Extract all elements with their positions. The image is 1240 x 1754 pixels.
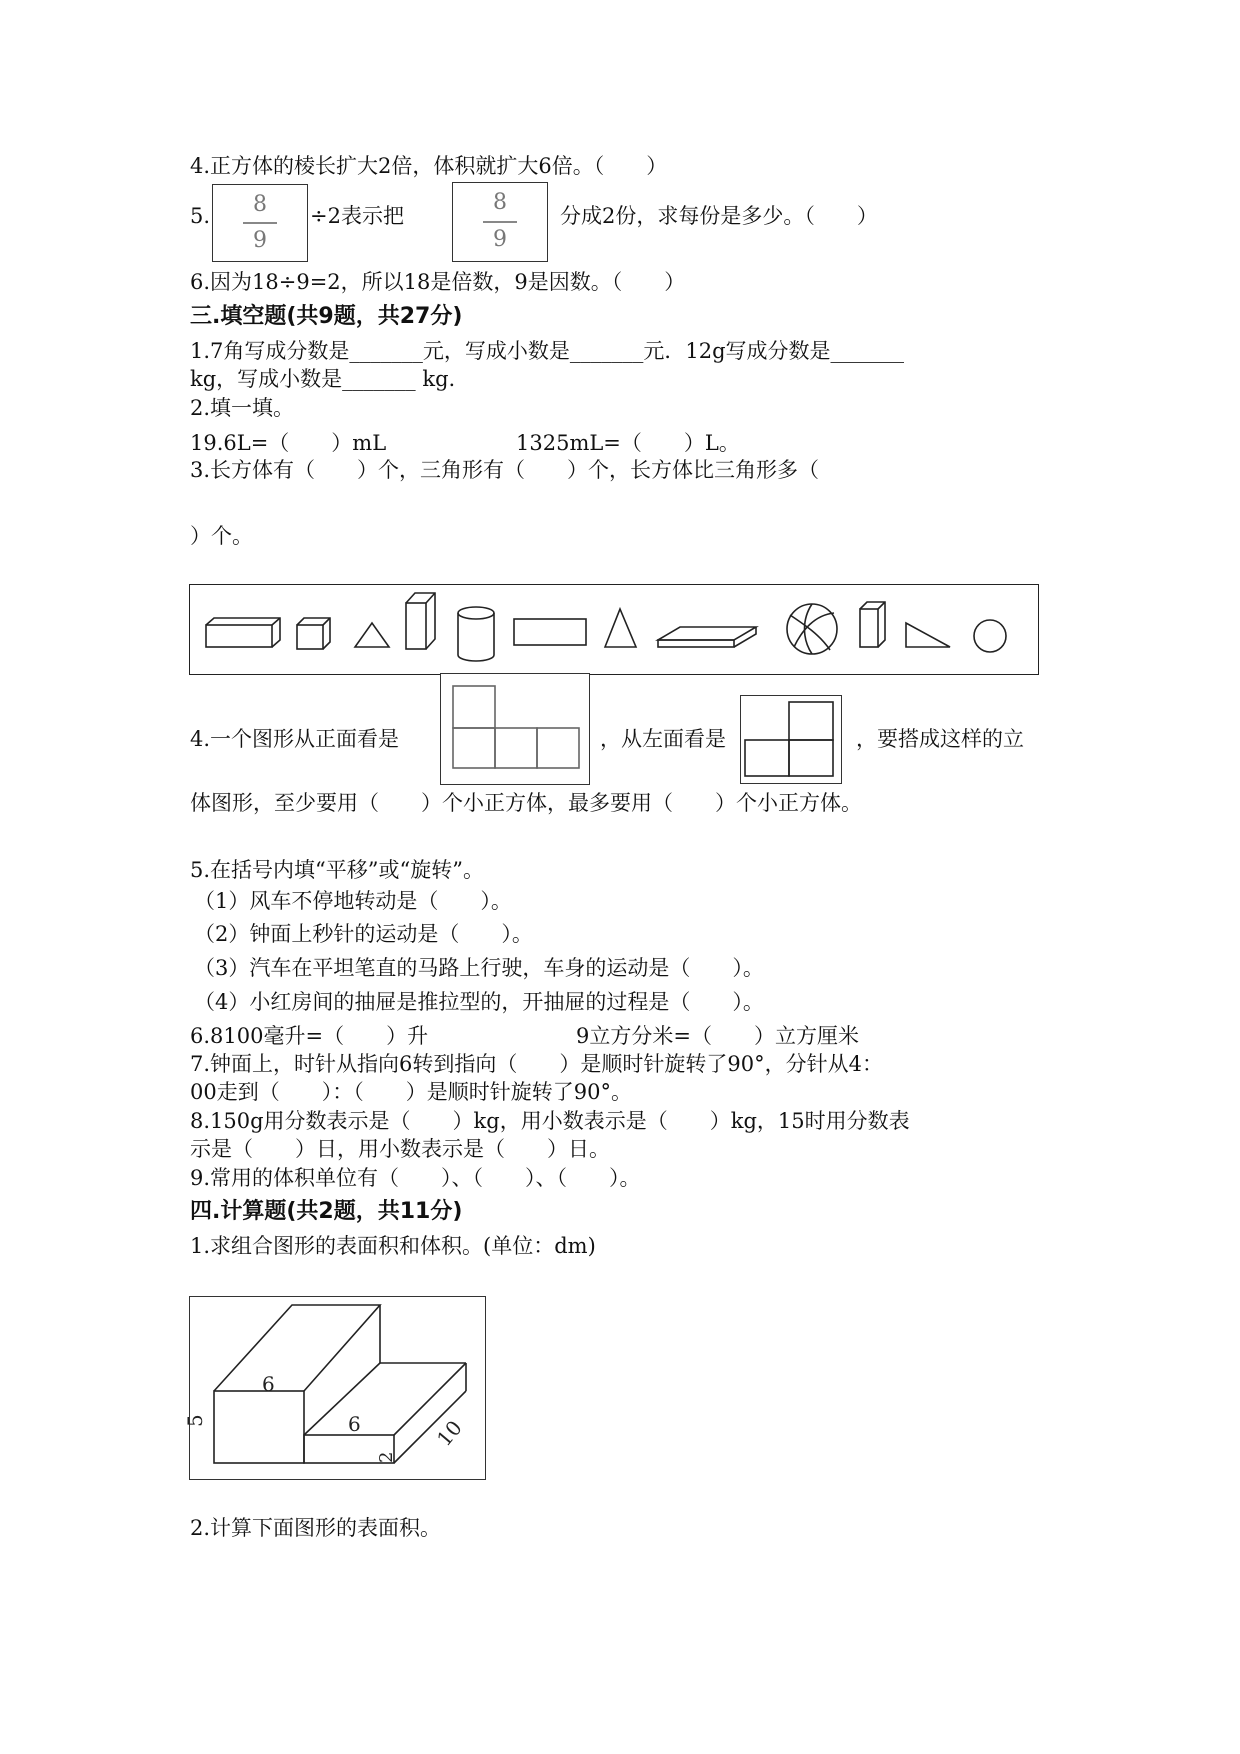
fraction-bar — [483, 221, 517, 223]
fraction-box-1 — [212, 184, 308, 262]
tf-question-4: 4.正方体的棱长扩大2倍，体积就扩大6倍。（ ） — [190, 154, 668, 178]
fill-question-1-line2: kg，写成小数是_______ kg. — [190, 367, 456, 391]
fill-question-7-line1: 7.钟面上，时针从指向6转到指向（ ）是顺时针旋转了90°，分针从4： — [190, 1052, 883, 1076]
triangle-small-icon — [355, 623, 389, 647]
fill-question-4-part1: 4.一个图形从正面看是 — [190, 727, 400, 751]
label-small-top: 6 — [348, 1412, 361, 1436]
fill-question-5-item-3: （3）汽车在平坦笔直的马路上行驶，车身的运动是（ ）。 — [194, 956, 764, 980]
calc-question-2: 2.计算下面图形的表面积。 — [190, 1516, 442, 1540]
fill-question-8-line2: 示是（ ）日，用小数表示是（ ）日。 — [190, 1137, 610, 1161]
fill-question-4-part2: ，从左面看是 — [600, 727, 726, 751]
section-3-title: 三.填空题(共9题，共27分) — [190, 304, 463, 329]
fill-question-9: 9.常用的体积单位有（ ）、（ ）、（ ）。 — [190, 1166, 641, 1190]
shapes-figure — [189, 584, 1039, 675]
fill-question-1-line1: 1.7角写成分数是_______元，写成小数是_______元．12g写成分数是_______ — [190, 339, 905, 363]
fill-question-3-line2: ）个。 — [190, 524, 253, 548]
cuboid-thin-icon — [860, 602, 885, 647]
cube-icon — [297, 618, 330, 649]
circle-icon — [974, 620, 1006, 652]
fill-question-8-line1: 8.150g用分数表示是（ ）kg，用小数表示是（ ）kg，15时用分数表 — [190, 1109, 910, 1133]
triangle-icon — [605, 609, 636, 647]
cylinder-icon — [458, 607, 494, 661]
calc-question-1: 1.求组合图形的表面积和体积。(单位：dm) — [190, 1234, 596, 1258]
ball-icon — [787, 604, 837, 654]
fill-question-3-line1: 3.长方体有（ ）个，三角形有（ ）个，长方体比三角形多（ — [190, 458, 820, 482]
fill-question-5-item-4: （4）小红房间的抽屉是推拉型的，开抽屉的过程是（ ）。 — [194, 990, 764, 1014]
tf-question-5-middle: ÷2表示把 — [310, 204, 404, 228]
front-view-drawing — [441, 674, 589, 784]
fill-question-5-item-2: （2）钟面上秒针的运动是（ ）。 — [194, 922, 533, 946]
fraction-denominator: 9 — [253, 228, 267, 253]
shapes-drawing — [190, 585, 1038, 674]
left-view-drawing — [741, 696, 841, 783]
cuboid-tall-icon — [406, 593, 435, 649]
fill-question-6-a: 6.8100毫升=（ ）升 — [190, 1024, 429, 1048]
composite-solid-figure — [183, 1296, 486, 1480]
tf-question-5-number: 5. — [190, 204, 211, 228]
fill-question-2-a: 19.6L=（ ）mL — [190, 431, 387, 455]
cuboid-flat-icon — [658, 627, 756, 647]
fraction-numerator: 8 — [253, 192, 267, 217]
fraction-bar — [243, 222, 277, 224]
label-small-height: 2 — [376, 1451, 397, 1463]
label-depth: 10 — [431, 1415, 467, 1451]
fraction-box-2 — [452, 182, 548, 262]
composite-solid-drawing — [183, 1297, 485, 1479]
front-view-figure — [440, 673, 590, 785]
fill-question-2-title: 2.填一填。 — [190, 396, 295, 420]
fill-question-6-b: 9立方分米=（ ）立方厘米 — [576, 1024, 859, 1048]
fill-question-5-item-1: （1）风车不停地转动是（ ）。 — [194, 889, 512, 913]
label-big-top: 6 — [262, 1372, 275, 1396]
fill-question-4-line2: 体图形，至少要用（ ）个小正方体，最多要用（ ）个小正方体。 — [190, 791, 862, 815]
section-4-title: 四.计算题(共2题，共11分) — [190, 1199, 463, 1224]
tf-question-6: 6.因为18÷9=2，所以18是倍数，9是因数。（ ） — [190, 270, 686, 294]
rectangle-icon — [514, 619, 586, 645]
fill-question-2-b: 1325mL=（ ）L。 — [516, 431, 740, 455]
left-view-figure — [740, 695, 842, 784]
fill-question-4-part3: ，要搭成这样的立 — [856, 727, 1024, 751]
fraction-denominator: 9 — [493, 227, 507, 252]
right-triangle-icon — [906, 623, 950, 647]
fraction-numerator: 8 — [493, 190, 507, 215]
label-big-side: 5 — [183, 1414, 207, 1427]
fill-question-5-title: 5.在括号内填“平移”或“旋转”。 — [190, 858, 484, 882]
cuboid-long-icon — [206, 618, 280, 647]
fill-question-7-line2: 00走到（ ）：（ ）是顺时针旋转了90°。 — [190, 1080, 632, 1104]
tf-question-5-end: 分成2份，求每份是多少。（ ） — [560, 204, 878, 228]
